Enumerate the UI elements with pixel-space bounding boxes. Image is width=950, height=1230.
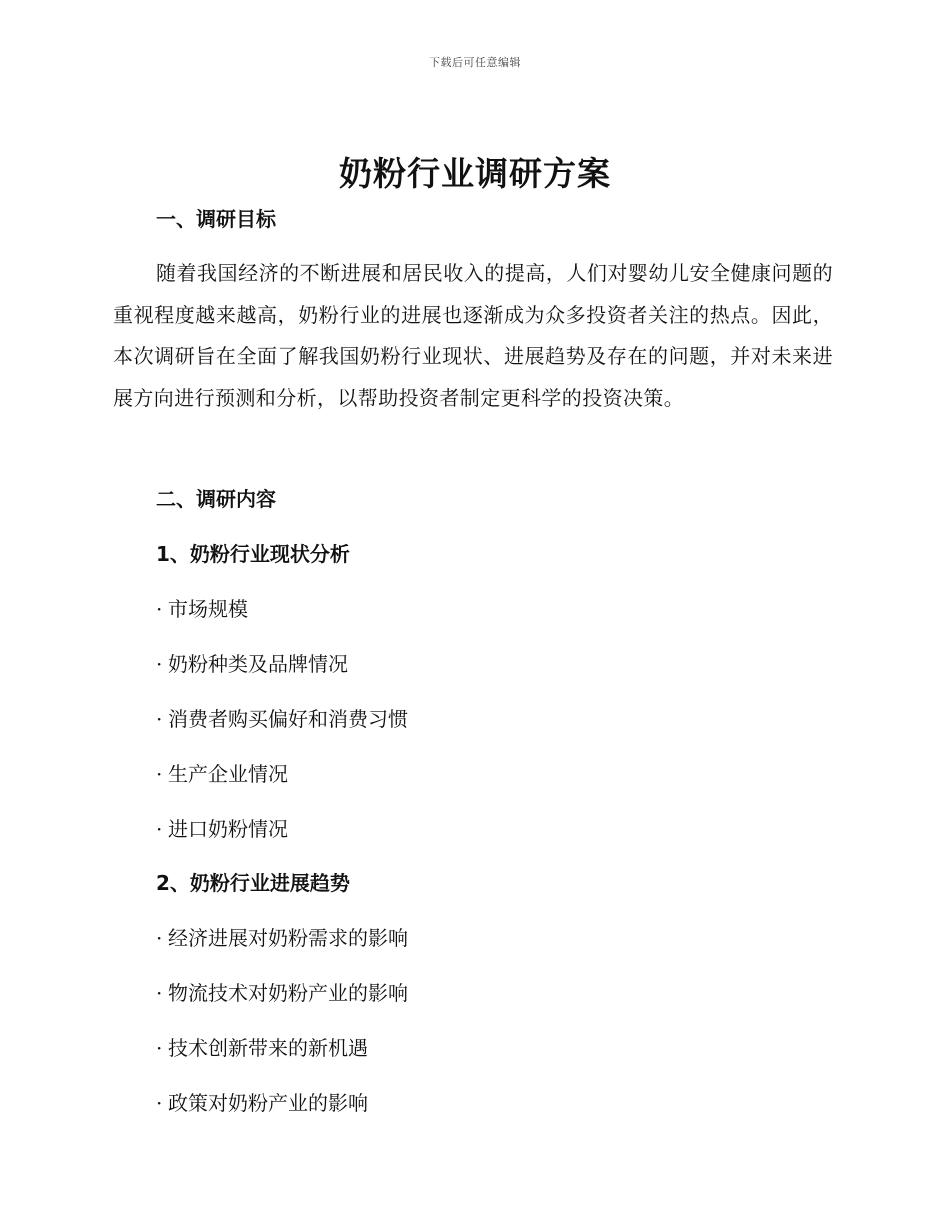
list-item bbox=[156, 978, 836, 1008]
list-item bbox=[156, 1088, 836, 1118]
list-item bbox=[156, 759, 836, 789]
bullet-symbol: · bbox=[156, 707, 163, 731]
bullet-symbol: · bbox=[156, 1036, 163, 1060]
bullet-symbol: · bbox=[156, 597, 163, 621]
bullet-symbol: · bbox=[156, 926, 163, 950]
document-title: 奶粉行业调研方案 bbox=[339, 154, 611, 193]
list-item-text: 物流技术对奶粉产业的影响 bbox=[168, 981, 408, 1005]
objective-paragraph: 随着我国经济的不断进展和居民收入的提高，人们对婴幼儿安全健康问题的重视程度越来越高，奶粉行业的进展也逐渐成为众多投资者关注的热点。因此，本次调研旨在全面了解我国奶粉行业现状、进展趋势及存在的问题，并对未来进展方向进行预测和分析，以帮助投资者制定更科学的投资决策。 bbox=[113, 261, 833, 410]
list-item bbox=[156, 1033, 836, 1063]
bullet-symbol: · bbox=[156, 1091, 163, 1115]
list-item-text: 技术创新带来的新机遇 bbox=[168, 1036, 368, 1060]
list-item-text: 进口奶粉情况 bbox=[168, 817, 288, 841]
list-item bbox=[156, 704, 836, 734]
section-heading-objective: 一、调研目标 bbox=[156, 207, 276, 231]
section-heading-content: 二、调研内容 bbox=[156, 487, 276, 511]
list-item bbox=[156, 923, 836, 953]
list-item-text: 生产企业情况 bbox=[168, 762, 288, 786]
list-item-text: 消费者购买偏好和消费习惯 bbox=[168, 707, 408, 731]
list-item bbox=[156, 814, 836, 844]
bullet-symbol: · bbox=[156, 652, 163, 676]
subsection-heading-trends: 2、奶粉行业进展趋势 bbox=[156, 871, 350, 895]
list-item bbox=[156, 649, 836, 679]
bullet-symbol: · bbox=[156, 817, 163, 841]
bullet-symbol: · bbox=[156, 762, 163, 786]
header-note: 下载后可任意编辑 bbox=[429, 56, 521, 69]
subsection-heading-status: 1、奶粉行业现状分析 bbox=[156, 542, 350, 566]
list-item-text: 奶粉种类及品牌情况 bbox=[168, 652, 348, 676]
list-item-text: 政策对奶粉产业的影响 bbox=[168, 1091, 368, 1115]
list-item-text: 市场规模 bbox=[168, 597, 248, 621]
list-item bbox=[156, 594, 836, 624]
list-item-text: 经济进展对奶粉需求的影响 bbox=[168, 926, 408, 950]
bullet-symbol: · bbox=[156, 981, 163, 1005]
